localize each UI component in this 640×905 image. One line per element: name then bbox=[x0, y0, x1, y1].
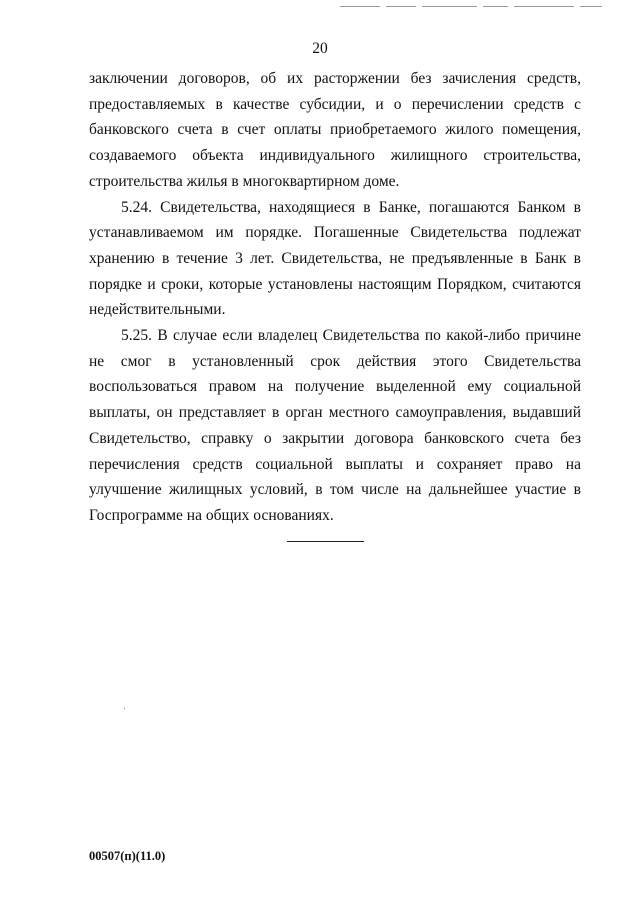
document-body bbox=[89, 66, 581, 529]
end-of-text-rule bbox=[287, 541, 364, 542]
continuation-paragraph: заключении договоров, об их расторжении без зачисления средств, предоставляемых в качестве субсидии, и о перечислении средств с банковского счета в счет оплаты приобретаемого жилого помещения, создаваемого объекта индивидуального жилищного строительства, строительства жилья в многоквартирном доме. bbox=[89, 70, 581, 190]
page-number: 20 bbox=[312, 40, 328, 57]
scan-speck bbox=[124, 708, 125, 709]
paragraph-5-24: 5.24. Свидетельства, находящиеся в Банке, погашаются Банком в устанавливаемом им порядке. Погашенные Свидетельства подлежат хранению в течение 3 лет. Свидетельства, не предъявленные в Банк в порядке и сроки, которые установлены настоящим Порядком, считаются недействительными. bbox=[89, 198, 581, 319]
document-code: 00507(п)(11.0) bbox=[89, 849, 166, 863]
paragraph-5-25: 5.25. В случае если владелец Свидетельства по какой-либо причине не смог в установленный срок действия этого Свидетельства воспользоваться правом на получение выделенной ему социальной выплаты, он представляет в орган местного самоуправления, выдавший Свидетельство, справку о закрытии договора банковского счета без перечисления средств социальной выплаты и сохраняет право на улучшение жилищных условий, в том числе на дальнейшее участие в Госпрограмме на общих основаниях. bbox=[89, 327, 581, 524]
scan-edge-marks bbox=[340, 6, 616, 8]
